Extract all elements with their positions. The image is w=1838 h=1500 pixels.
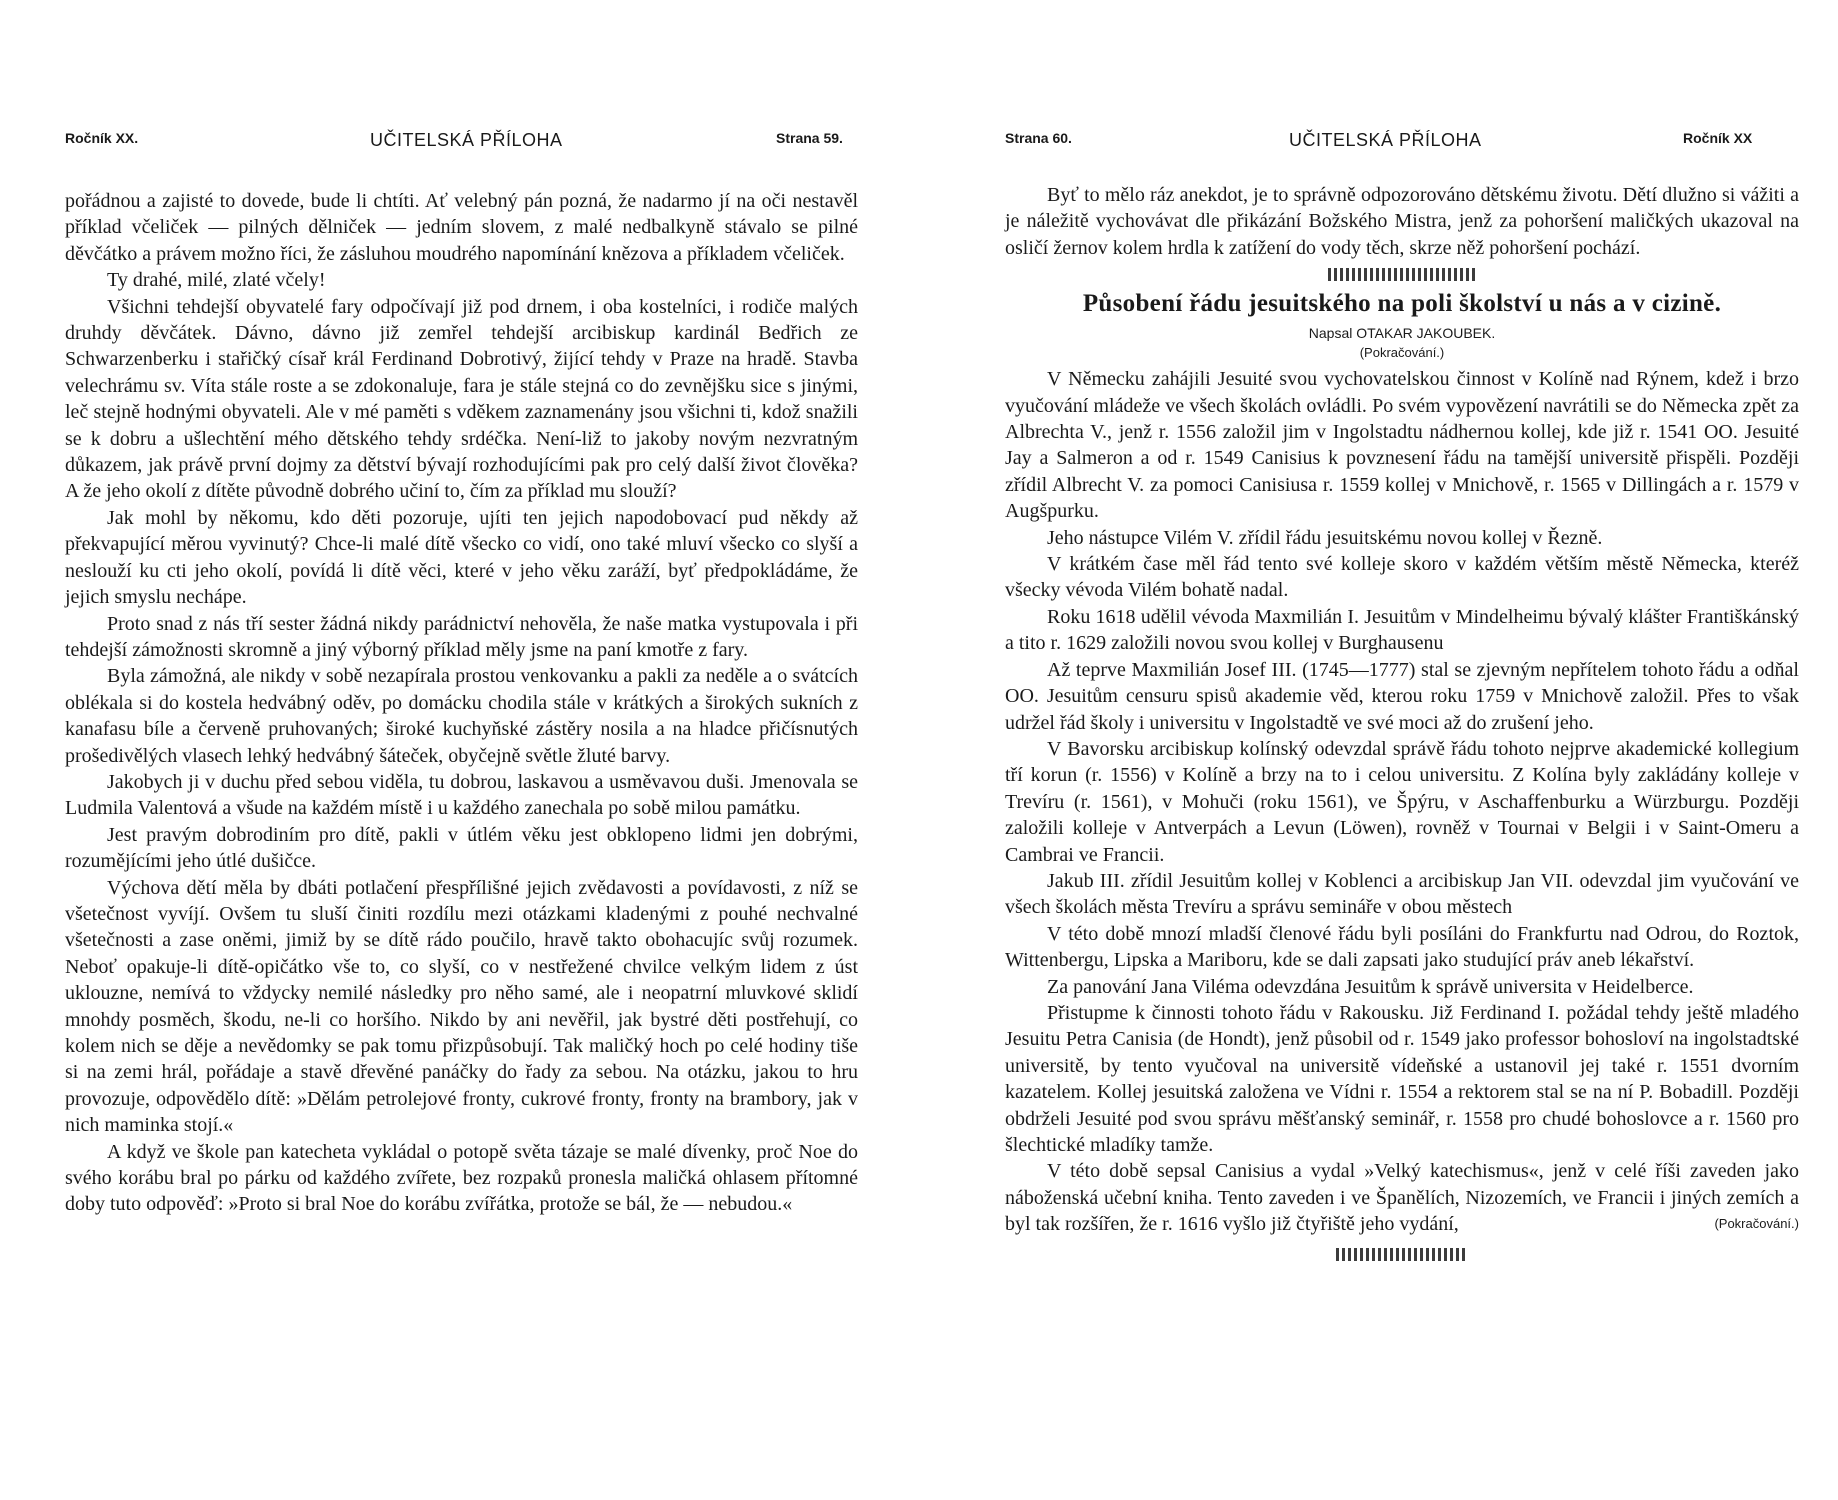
paragraph: Za panování Jana Viléma odevzdána Jesuitům k správě universita v Heidelberce. xyxy=(1047,975,1694,998)
wavy-separator xyxy=(1328,268,1476,281)
paragraph: V této době mnozí mladší členové řádu byli posíláni do Frankfurtu nad Odrou, do Roztok, Wittenbergu, Lipska a Mariboru, kde se dali zapsati jako studující práv aneb lékařství. xyxy=(1005,922,1799,972)
paragraph: Jakobych ji v duchu před sebou viděla, tu dobrou, laskavou a usměvavou duši. Jmenovala se Ludmila Valentová a všude na každém místě i u každého zanechala po sobě milou památku. xyxy=(65,770,858,820)
intro-paragraph: Byť to mělo ráz anekdot, je to správně odpozorováno dětskému životu. Dětí dlužno si vážiti a je náležitě vychovávat dle přikázání Božského Mistra, jenž za pohoršení maličkých ukazoval na osličí žernov kolem hrdla k zatížení do vody těch, skrze něž pohoršení pochází. xyxy=(1005,184,1799,259)
right-page xyxy=(919,0,1838,1500)
paragraph: Jest pravým dobrodiním pro dítě, pakli v útlém věku jest obklopeno lidmi jen dobrými, rozumějícími jeho útlé dušičce. xyxy=(65,823,858,873)
wavy-separator-bottom xyxy=(1336,1248,1468,1261)
paragraph: Jak mohl by někomu, kdo děti pozoruje, ujíti ten jejich napodobovací pud někdy až překvapující měrou vyvinutý? Chce-li malé dítě všecko co vidí, ono také mluví všecko co slyší a neslouží ku cti jeho okolí, povídá li dítě věci, které v jeho věku zaráží, byť předpokládáme, že jejich smyslu nechápe. xyxy=(65,506,858,609)
paragraph: Roku 1618 udělil vévoda Maxmilián I. Jesuitům v Mindelheimu bývalý klášter Františkánský a tito r. 1629 založili novou svou kollej v Burghausenu xyxy=(1005,605,1799,655)
continuation-note: (Pokračování.) xyxy=(1714,1216,1799,1232)
last-paragraph-text: V této době sepsal Canisius a vydal »Velký katechismus«, jenž v celé říši zaveden jako náboženská učební kniha. Tento zaveden i ve Španělích, Nizozemích, ve Francii i jiných zemích a byl tak rozšířen, že r. 1616 vyšlo již čtyřiště jeho vydání, xyxy=(1005,1160,1799,1236)
paragraph: Ty drahé, milé, zlaté včely! xyxy=(107,269,326,292)
paragraph: V krátkém čase měl řád tento své kolleje skoro v každém větším městě Německa, kteréž všecky vévoda Vilém bohatě nadal. xyxy=(1005,553,1799,602)
paragraph: pořádnou a zajisté to dovede, bude li chtíti. Ať velebný pán pozná, že nadarmo jí na oči nestavěl příklad včeliček — pilných dělniček — jedním slovem, z malé nedbalkyně stávalo se pilné děvčátko a právem možno říci, že zásluhou moudrého napomínání knězova a příkladem včeliček. xyxy=(65,190,858,265)
paragraph: Jakub III. zřídil Jesuitům kollej v Koblenci a arcibiskup Jan VII. odevzdal jim vyučování ve všech školách města Trevíru a správu semináře v obou městech xyxy=(1005,869,1799,919)
paragraph: A když ve škole pan katecheta vykládal o potopě světa tázaje se malé dívenky, proč Noe do svého korábu bral po párku od každého zvířete, bez rozpaků pronesla maličká ohlasem přítomné doby tuto odpověď: »Proto si bral Noe do korábu zvířátka, protože se bál, že — nebudou.« xyxy=(65,1140,858,1216)
paragraph: V Německu zahájili Jesuité svou vychovatelskou činnost v Kolíně nad Rýnem, kdež i brzo vyučování mládeže ve všech školách ovládli. Po svém vypovězení navrátili se do Německa zpět za Albrechta V., jenž r. 1556 založil jim v Ingolstadtu nádhernou kollej, kde již r. 1541 OO. Jesuité Jay a Salmeron a od r. 1549 Canisius k povznesení řádu na tamější universitě přispěli. Později zřídil Albrecht V. za pomoci Canisiusa r. 1559 kollej v Mnichově, r. 1565 v Dillingách a r. 1579 v Augšpurku. xyxy=(1005,368,1799,523)
paragraph: Výchova dětí měla by dbáti potlačení přespřílišné jejich zvědavosti a povídavosti, z níž se všetečnost vyvíjí. Ovšem tu sluší činiti rozdílu mezi otázkami kladenými z pouhé nechvalné všetečnosti a zase oněmi, jimiž by se dítě rádo poučilo, hravě takto obohacujíc svůj rozumek. Neboť opakuje-li dítě-opičátko vše to, co slyší, co v nestřežené chvilce velkým lidem z úst uklouzne, nemívá to vždycky nemilé následky pro něho samé, ale i neopatrní mluvkové sklidí mnohdy posměch, škodu, ne-li co horšího. Nikdo by ani nevěřil, jak bystré děti postřehují, co kolem nich se děje a nevědomky se pak tomu přizpůsobují. Tak maličký hoch po celé hodiny tiše si na zemi hrál, pořádaje a stavě dřevěné panáčky do řady za sebou. Na otázku, jakou to hru provozuje, odpovědělo dítě: »Dělám petrolejové fronty, cukrové fronty, fronty na brambory, jak v nich maminka stojí.« xyxy=(65,876,858,1137)
article-byline: Napsal OTAKAR JAKOUBEK. xyxy=(1308,325,1496,342)
left-header-title: UČITELSKÁ PŘÍLOHA xyxy=(370,130,563,150)
right-header-volume: Ročník XX xyxy=(1683,130,1753,146)
right-body-text xyxy=(1005,182,1799,1269)
paragraph: Všichni tehdejší obyvatelé fary odpočívají již pod drnem, i oba kostelníci, i rodiče malých druhdy děvčátek. Dávno, dávno již zemřel tehdejší arcibiskup kardinál Bedřich ze Schwarzenberku i stařičký císař král Ferdinand Dobrotivý, žijící tehdy v Praze na hradě. Stavba velechrámu sv. Víta stále roste a se zdokonaluje, fara je stále stejná co do zevnějšku sice s jinými, leč stejně hodnými obyvateli. Ale v mé paměti s vděkem zaznamenány jsou všichni ti, kdož snažili se k dobru a ušlechtění mého dětského tehdy srdéčka. Není-liž to jakoby novým nezvratným důkazem, jak právě první dojmy za dětství bývají rozhodujícími pak pro celý další život člověka? A že jeho okolí z dítěte původně dobrého učiní to, čím za příklad mu slouží? xyxy=(65,295,858,503)
left-body-text xyxy=(65,188,858,1218)
paragraph-last xyxy=(1005,1158,1799,1237)
paragraph: Až teprve Maxmilián Josef III. (1745—1777) stal se zjevným nepřítelem tohoto řádu a odňal OO. Jesuitům censuru spisů akademie věd, kterou roku 1759 v Mnichově založil. Přes to však udržel řád školy i universitu v Ingolstadtě ve své moci až do zrušení jeho. xyxy=(1005,658,1799,734)
paragraph: Přistupme k činnosti tohoto řádu v Rakousku. Již Ferdinand I. požádal tehdy ještě mladého Jesuitu Petra Canisia (de Hondt), jenž působil od r. 1549 jako professor bohosloví na ingolstadtské universitě, by tento vyučoval na universitě vídeňské a ustanovil jej také r. 1551 dvorním kazatelem. Kollej jesuitská založena ve Vídni r. 1554 a rektorem stal se na ní P. Bobadill. Později obdrželi Jesuité pod svou správu měšťanský seminář, r. 1558 pro chudé bohoslovce a r. 1560 pro šlechtické mladíky tamže. xyxy=(1005,1001,1799,1156)
article-title: Působení řádu jesuitského na poli školství u nás a v cizině. xyxy=(1082,290,1722,318)
left-header-volume: Ročník XX. xyxy=(65,130,139,146)
paragraph: Proto snad z nás tří sester žádná nikdy parádnictví nehověla, že naše matka vystupovala i při tehdejší zámožnosti skromně a jiný výborný příklad měly jsme na paní kmotře z fary. xyxy=(65,612,858,661)
right-header-title: UČITELSKÁ PŘÍLOHA xyxy=(1289,130,1482,150)
right-header-page-number: Strana 60. xyxy=(1005,130,1072,146)
paragraph: Byla zámožná, ale nikdy v sobě nezapírala prostou venkovanku a pakli za neděle a o svátcích oblékala si do kostela hedvábný oděv, po domácku chodila stále v krátkých a širokých sukních z kanafasu bíle a červeně pruhovaných; široké kuchyňské zástěry nosila a na hladce přičísnutých prošedivělých vlasech lehký hedvábný šáteček, obyčejně světle žluté barvy. xyxy=(65,665,858,767)
article-continuation-label: (Pokračování.) xyxy=(1359,345,1445,361)
paragraph: V Bavorsku arcibiskup kolínský odevzdal správě řádu tohoto nejprve akademické kollegium tří korun (r. 1556) v Kolíně a brzy na to i celou universitu. Z Kolína byly zakládány kolleje v Trevíru (r. 1561), v Mohuči (roku 1561), ve Špýru, v Aschaffenburku a Würzburgu. Později založili kolleje v Antverpách a Levun (Löwen), rovněž v Tournai v Belgii i v Saint-Omeru a Cambrai ve Francii. xyxy=(1005,737,1799,866)
paragraph: Jeho nástupce Vilém V. zřídil řádu jesuitskému novou kollej v Řezně. xyxy=(1047,526,1603,549)
left-header-page-number: Strana 59. xyxy=(776,130,843,146)
